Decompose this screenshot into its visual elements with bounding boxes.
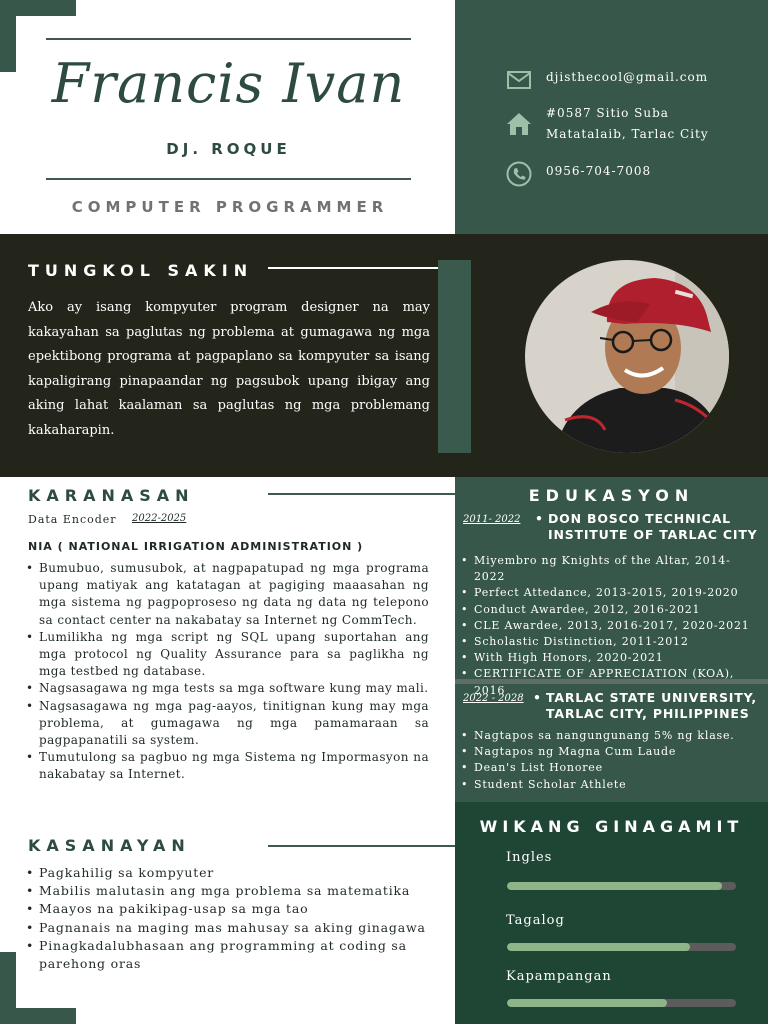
corner-accent-top-vertical	[0, 0, 16, 72]
address-text: #0587 Sitio Suba Matatalaib, Tarlac City	[546, 106, 709, 141]
list-item: • CERTIFICATE OF APPRECIATION (KOA), 2016	[461, 666, 761, 698]
language-bar	[507, 943, 736, 951]
list-item: • Nagtapos sa nangungunang 5% ng klase.	[461, 728, 761, 744]
list-item: • Mabilis malutasin ang mga problema sa matematika	[26, 882, 436, 900]
list-item: • Conduct Awardee, 2012, 2016-2021	[461, 602, 761, 618]
school-achievements-list	[461, 728, 761, 793]
list-item: • Pagkahilig sa kompyuter	[26, 864, 436, 882]
school-date: 2011- 2022	[463, 514, 521, 525]
first-name: Francis Ivan	[51, 52, 406, 115]
list-item: • Tumutulong sa pagbuo ng mga Sistema ng Impormasyon na nakabatay sa Internet.	[26, 749, 429, 783]
email-text: djisthecool@gmail.com	[546, 70, 709, 84]
profile-photo-illustration	[525, 260, 729, 453]
education-title: EDUKASYON	[528, 486, 695, 505]
list-item: • Maayos na pakikipag-usap sa mga tao	[26, 900, 436, 918]
school-name-list	[533, 690, 763, 722]
school-name-list	[535, 511, 760, 543]
language-bar	[507, 882, 736, 890]
list-item: • Bumubuo, sumusubok, at nagpapatupad ng mga programa upang matiyak ang katatagan at pagiging maaasahan ng mga sistema ng pagpoproseso ng data ng data ng telepono sa contact center na nakabatay sa Internet ng CommTech.	[26, 560, 429, 629]
list-item: • Nagtapos ng Magna Cum Laude	[461, 744, 761, 760]
skills-title: KASANAYAN	[28, 836, 191, 855]
skills-list	[26, 864, 436, 973]
language-bar-fill	[507, 943, 690, 951]
contact-phone[interactable]	[506, 161, 746, 187]
job-date: 2022-2025	[132, 513, 187, 524]
language-name: Tagalog	[506, 913, 565, 928]
language-bar-fill	[507, 882, 722, 890]
list-item: • Nagsasagawa ng mga pag-aayos, tinitignan kung may mga problema, at gumagawa ng mga pamamaraan sa pagpapanatili sa system.	[26, 698, 429, 750]
header-rule-bottom	[46, 178, 411, 180]
about-title: TUNGKOL SAKIN	[28, 261, 254, 280]
organization-name: NIA ( NATIONAL IRRIGATION ADMINISTRATION )	[28, 540, 364, 553]
experience-list	[26, 560, 429, 784]
school-achievements-list	[461, 553, 761, 699]
skills-title-rule	[268, 845, 455, 847]
language-bar	[507, 999, 736, 1007]
about-title-rule	[268, 267, 438, 269]
school-date: 2022 - 2028	[463, 693, 524, 704]
list-item: • CLE Awardee, 2013, 2016-2017, 2020-2021	[461, 618, 761, 634]
contact-email[interactable]	[506, 67, 746, 93]
about-text: Ako ay isang kompyuter program designer na may kakayahan sa paglutas ng problema at gumagawa ng mga epektibong programa at pagpaplano sa kompyuter sa isang kapaligirang pinapaandar ng pagsubok upang ibigay ang aking lahat kaalaman sa paglutas ng mga problemang kakaharapin.	[28, 300, 430, 438]
list-item: • Miyembro ng Knights of the Altar, 2014-2022	[461, 553, 761, 585]
contact-address	[506, 103, 746, 145]
list-item: • Pinagkadalubhasaan ang programming at coding sa parehong oras	[26, 937, 436, 973]
job-title: Data Encoder	[28, 513, 117, 526]
phone-icon	[506, 161, 532, 187]
list-item: • Student Scholar Athlete	[461, 777, 761, 793]
list-item: • Pagnanais na maging mas mahusay sa aking ginagawa	[26, 919, 436, 937]
language-name: Kapampangan	[506, 969, 612, 984]
about-accent-bar	[438, 260, 471, 453]
school-name: • DON BOSCO TECHNICAL INSTITUTE OF TARLAC CITY	[535, 511, 760, 543]
list-item: • Dean's List Honoree	[461, 760, 761, 776]
email-icon	[506, 67, 532, 93]
language-name: Ingles	[506, 850, 553, 865]
experience-title-rule	[268, 493, 455, 495]
last-name: DJ. ROQUE	[166, 140, 291, 158]
list-item: • Nagsasagawa ng mga tests sa mga software kung may mali.	[26, 680, 429, 697]
home-icon	[506, 111, 532, 137]
school-name: • TARLAC STATE UNIVERSITY, TARLAC CITY, PHILIPPINES	[533, 690, 763, 722]
profile-photo	[525, 260, 729, 453]
list-item: • Perfect Attedance, 2013-2015, 2019-2020	[461, 585, 761, 601]
list-item: • Scholastic Distinction, 2011-2012	[461, 634, 761, 650]
list-item: • Lumilikha ng mga script ng SQL upang suportahan ang mga protocol ng Quality Assurance para sa paglikha ng mga testbed ng database.	[26, 629, 429, 681]
languages-title: WIKANG GINAGAMIT	[479, 817, 744, 836]
job-role: COMPUTER PROGRAMMER	[71, 198, 389, 216]
experience-title: KARANASAN	[28, 486, 195, 505]
header-rule-top	[46, 38, 411, 40]
language-bar-fill	[507, 999, 667, 1007]
phone-text: 0956-704-7008	[546, 164, 652, 178]
list-item: • With High Honors, 2020-2021	[461, 650, 761, 666]
corner-accent-bottom-vertical	[0, 952, 16, 1024]
